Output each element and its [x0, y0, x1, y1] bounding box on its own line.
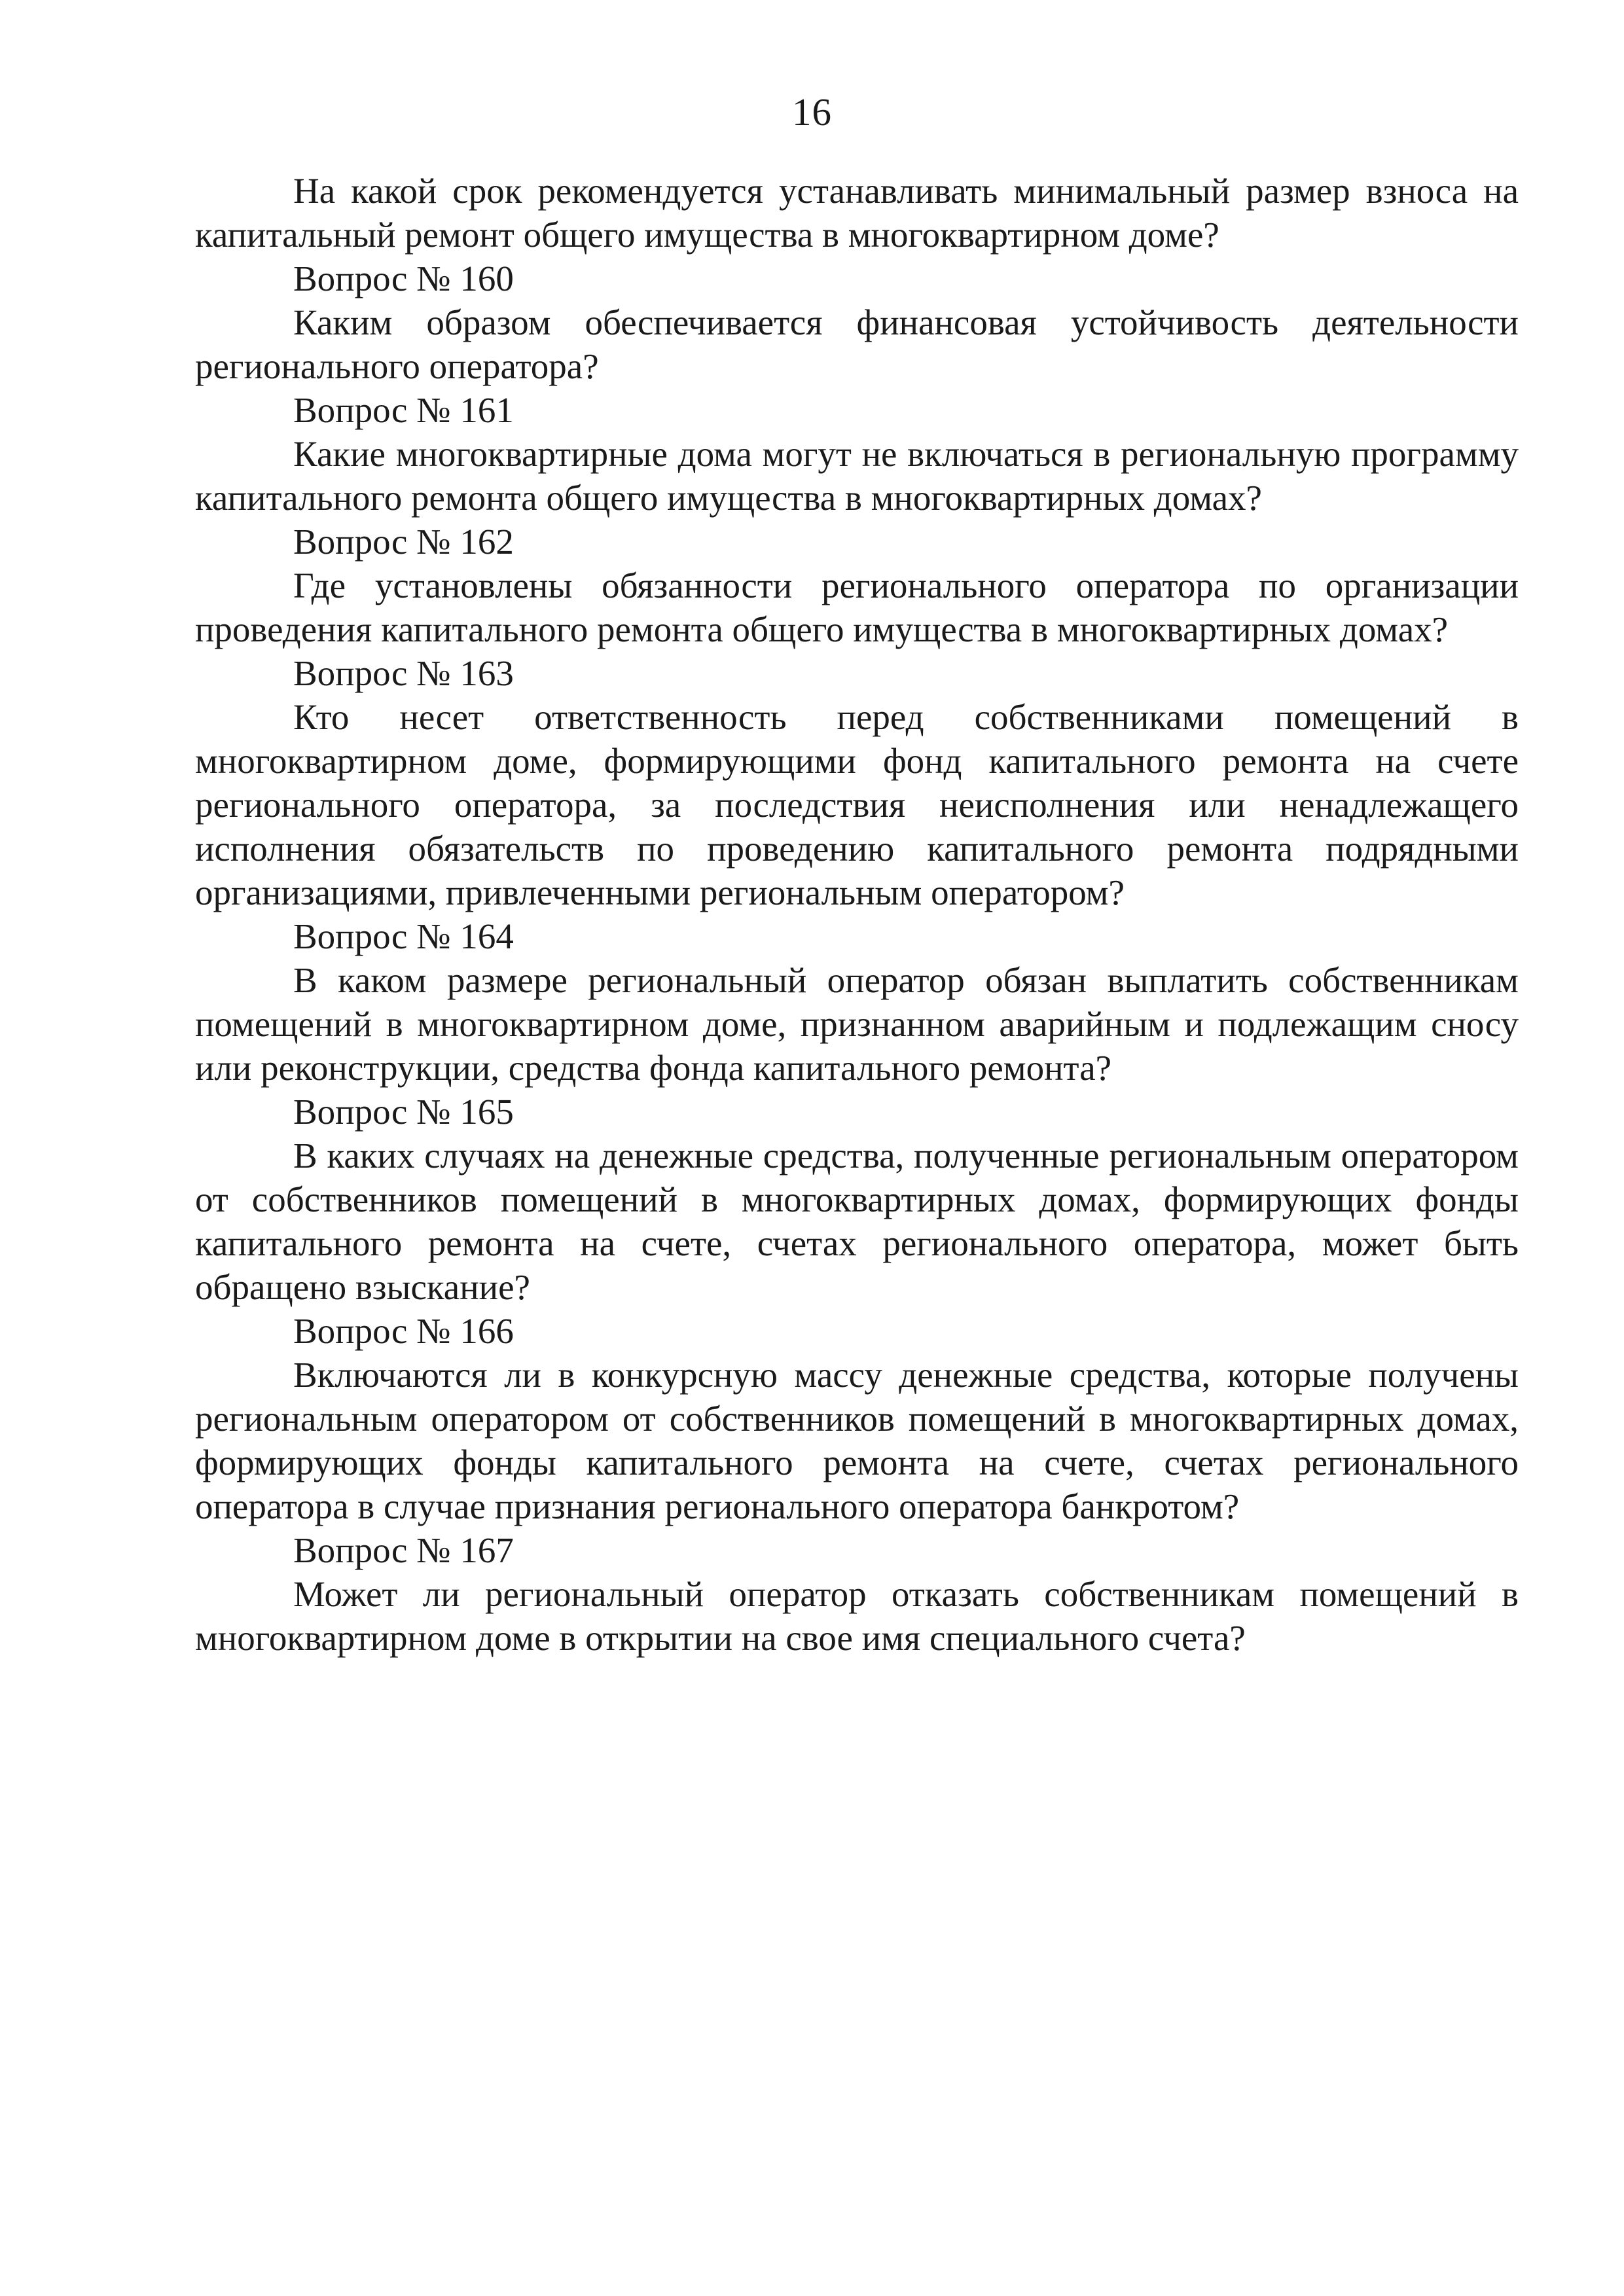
question-text: В каком размере региональный оператор обязан выплатить собственникам помещений в многоквартирном доме, признанном аварийным и подлежащим сносу или реконструкции, средства фонда капитального ремонта? [195, 960, 1519, 1088]
question-text: Кто несет ответственность перед собственниками помещений в многоквартирном доме, формирующими фонд капитального ремонта на счете регионального оператора, за последствия неисполнения или ненадлежащего исполнения обязательств по проведению капитального ремонта подрядными организациями, привлеченными региональным оператором? [195, 697, 1519, 912]
question-text: Какие многоквартирные дома могут не включаться в региональную программу капитального ремонта общего имущества в многоквартирных домах? [195, 434, 1519, 518]
question-label: Вопрос № 166 [293, 1311, 514, 1351]
question-text: Включаются ли в конкурсную массу денежные средства, которые получены региональным оператором от собственников помещений в многоквартирных домах, формирующих фонды капитального ремонта на счете, счетах регионального оператора в случае признания регионального оператора банкротом? [195, 1355, 1519, 1526]
question-label: Вопрос № 163 [293, 653, 514, 693]
question-text: Где установлены обязанности регионального оператора по организации проведения капитального ремонта общего имущества в многоквартирных домах? [195, 565, 1519, 649]
question-text: В каких случаях на денежные средства, полученные региональным оператором от собственников помещений в многоквартирных домах, формирующих фонды капитального ремонта на счете, счетах регионального оператора, может быть обращено взыскание? [195, 1136, 1519, 1307]
question-label: Вопрос № 160 [293, 259, 514, 298]
question-text: На какой срок рекомендуется устанавливать минимальный размер взноса на капитальный ремонт общего имущества в многоквартирном доме? [195, 171, 1519, 255]
question-label: Вопрос № 164 [293, 916, 514, 956]
document-body [195, 169, 1519, 1660]
page-number: 16 [792, 90, 832, 134]
question-label: Вопрос № 162 [293, 522, 514, 562]
question-text: Может ли региональный оператор отказать собственникам помещений в многоквартирном доме в открытии на свое имя специального счета? [195, 1574, 1519, 1658]
question-label: Вопрос № 165 [293, 1092, 514, 1132]
question-label: Вопрос № 161 [293, 390, 514, 430]
question-label: Вопрос № 167 [293, 1530, 514, 1570]
question-text: Каким образом обеспечивается финансовая устойчивость деятельности регионального оператора? [195, 302, 1519, 386]
